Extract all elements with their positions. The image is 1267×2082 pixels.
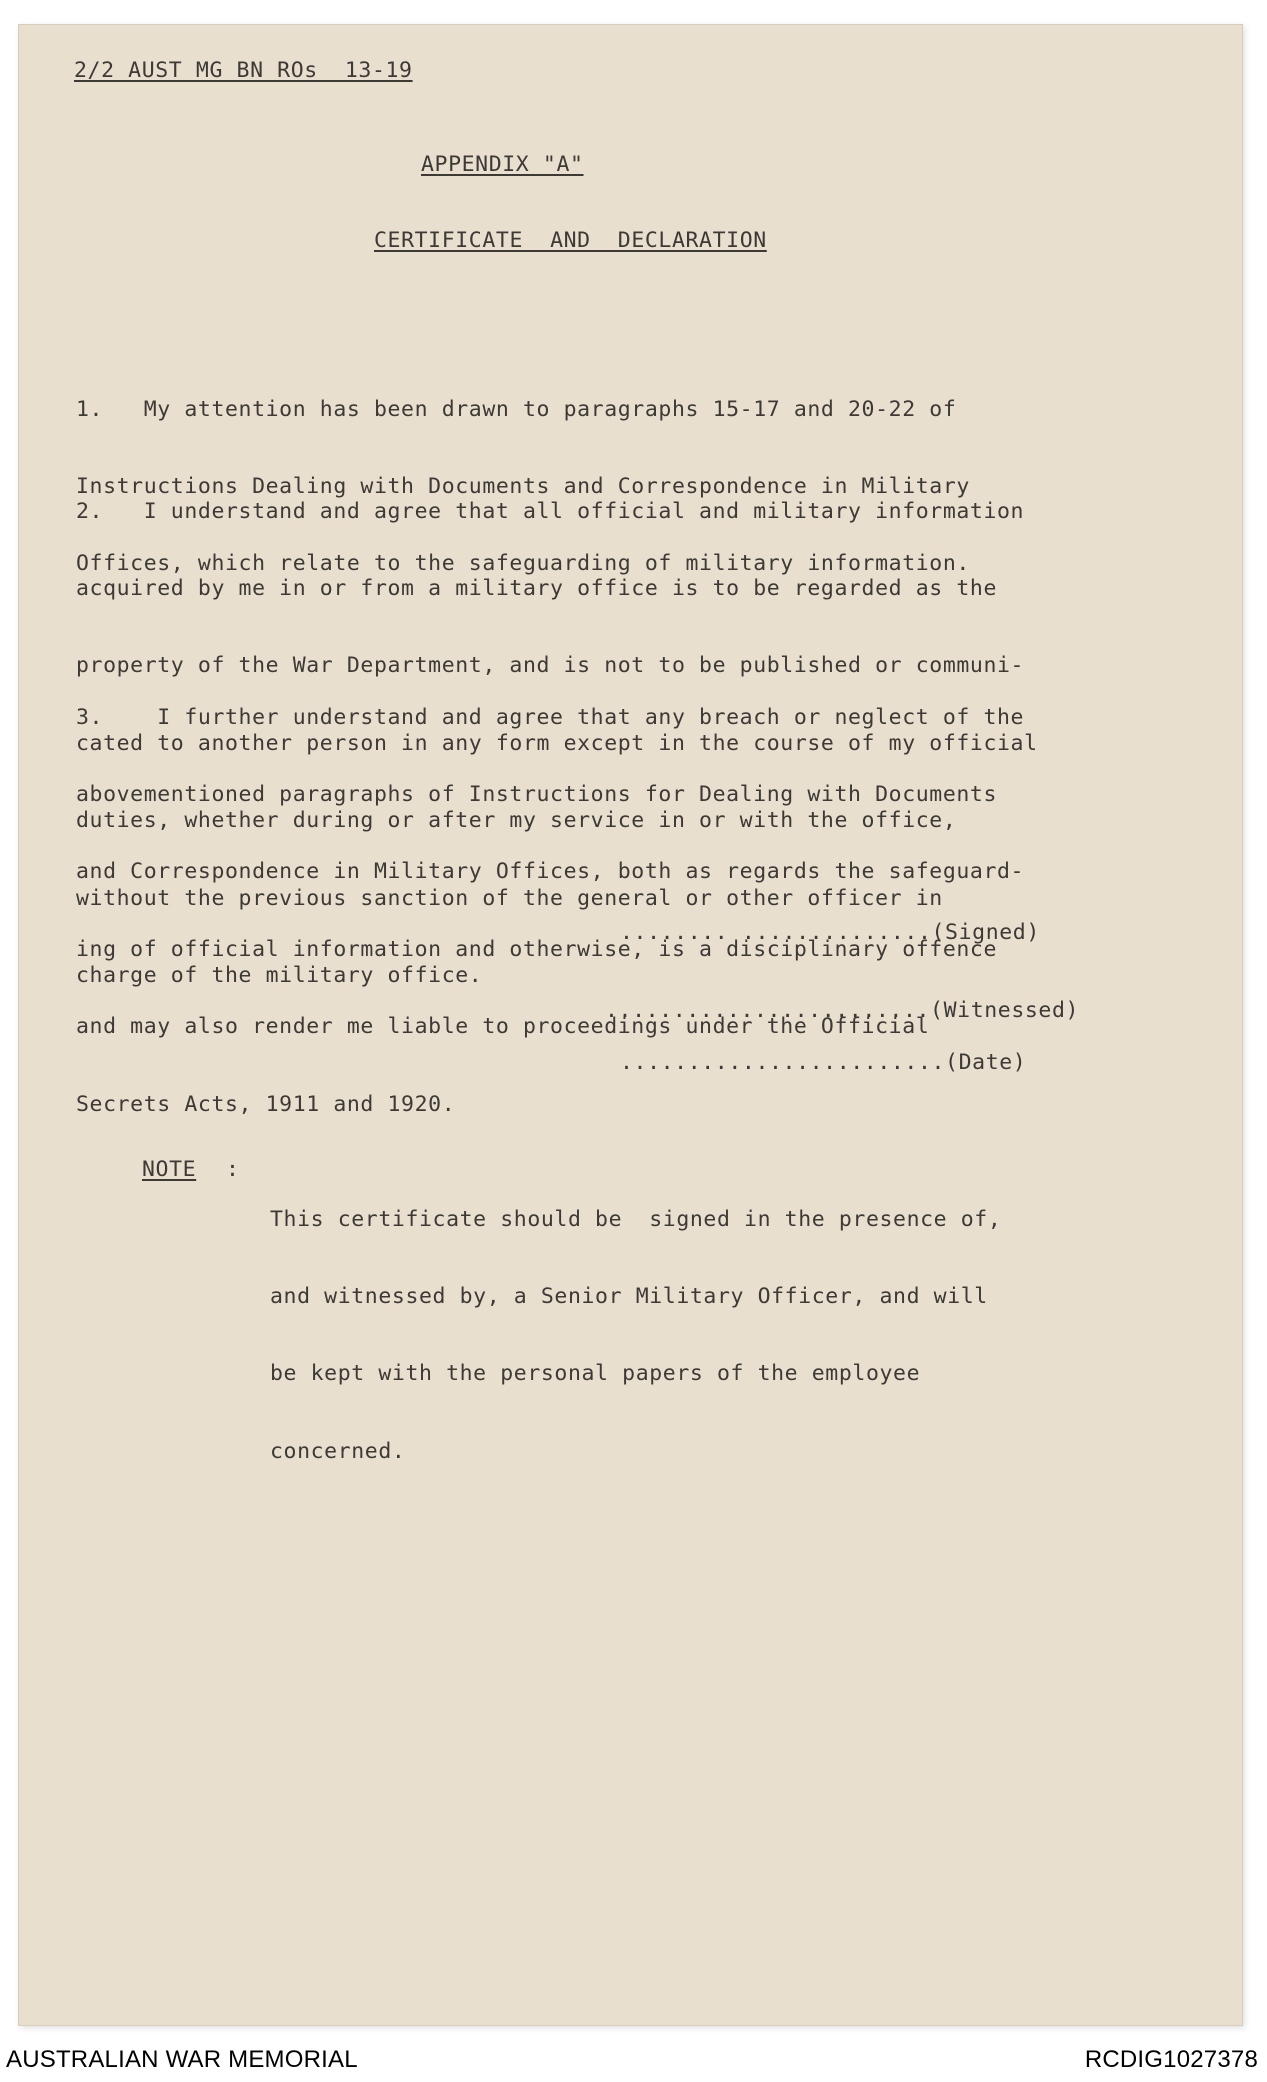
paragraph-line: and Correspondence in Military Offices, both as regards the safeguard- bbox=[76, 859, 1025, 885]
paragraph-line: 2. I understand and agree that all official and military information bbox=[76, 498, 1025, 524]
note-line: This certificate should be signed in the presence of, bbox=[270, 1206, 1002, 1232]
paragraph-line: charge of the military office. bbox=[76, 962, 483, 988]
paragraph-line: cated to another person in any form except in the course of my official bbox=[76, 730, 1038, 756]
paragraph-line: Offices, which relate to the safeguarding of military information. bbox=[76, 551, 970, 577]
paragraph-line: Instructions Dealing with Documents and Correspondence in Military bbox=[76, 473, 970, 499]
footer-identifier: RCDIG1027378 bbox=[1084, 2046, 1258, 2073]
witnessed-line: ........................(Witnessed) bbox=[605, 998, 1080, 1023]
note-label: NOTE bbox=[142, 1157, 197, 1182]
note-text bbox=[270, 1155, 1001, 1490]
paragraph-line: ing of official information and otherwise, is a disciplinary offence bbox=[76, 936, 997, 962]
paragraph-line: acquired by me in or from a military office is to be regarded as the bbox=[76, 575, 997, 601]
footer-institution: AUSTRALIAN WAR MEMORIAL bbox=[6, 2046, 358, 2073]
paragraph-line: 3. I further understand and agree that any breach or neglect of the bbox=[76, 704, 1025, 730]
certificate-title: CERTIFICATE AND DECLARATION bbox=[374, 228, 767, 253]
paragraph-line: duties, whether during or after my service in or with the office, bbox=[76, 808, 957, 834]
signed-line: ........ ..............(Signed) bbox=[620, 920, 1040, 945]
paragraph-line: Secrets Acts, 1911 and 1920. bbox=[76, 1091, 456, 1117]
paragraph-line: property of the War Department, and is not to be published or communi- bbox=[76, 653, 1025, 679]
paragraph-line: and may also render me liable to proceedings under the Official bbox=[76, 1014, 930, 1040]
note-line: and witnessed by, a Senior Military Officer, and will bbox=[270, 1283, 988, 1309]
paragraph-line: 1. My attention has been drawn to paragraphs 15-17 and 20-22 of bbox=[76, 396, 957, 422]
note-line: concerned. bbox=[270, 1438, 406, 1464]
note-separator: : bbox=[226, 1157, 240, 1182]
paragraph-line: without the previous sanction of the general or other officer in bbox=[76, 885, 943, 911]
date-line: ........................(Date) bbox=[620, 1050, 1027, 1075]
paragraph-line: abovementioned paragraphs of Instructions for Dealing with Documents bbox=[76, 781, 997, 807]
appendix-title: APPENDIX "A" bbox=[421, 152, 584, 177]
header-reference: 2/2 AUST MG BN ROs 13-19 bbox=[74, 58, 413, 83]
note-line: be kept with the personal papers of the employee bbox=[270, 1361, 921, 1387]
